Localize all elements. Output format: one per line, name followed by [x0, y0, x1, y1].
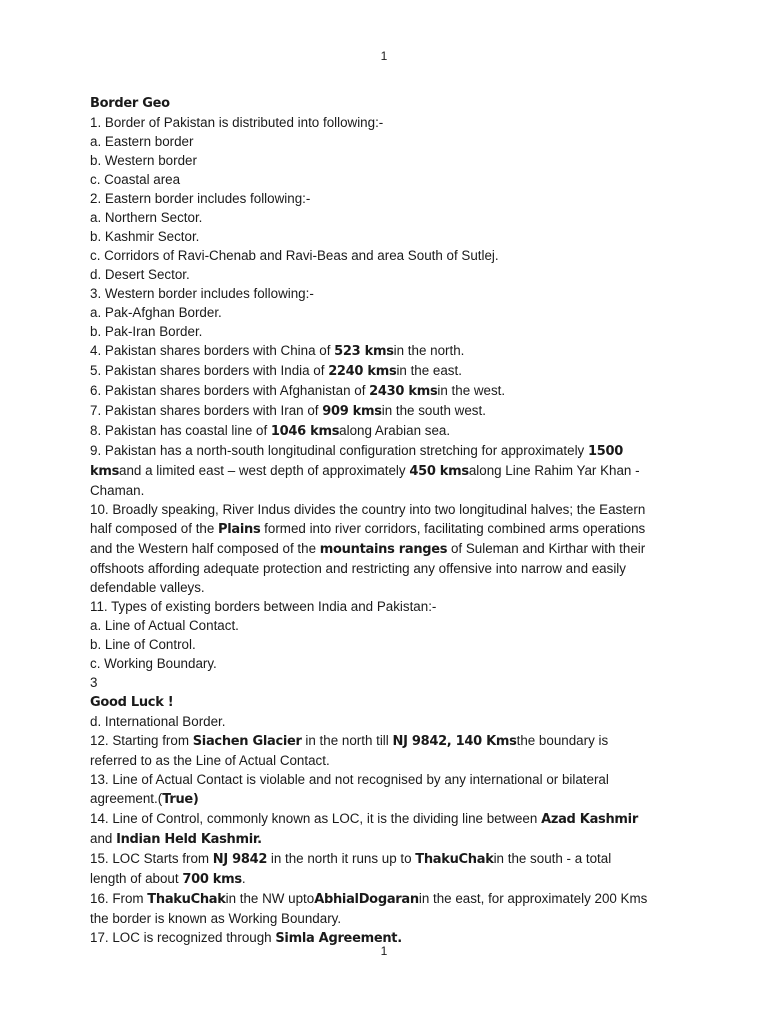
- page-number-top: 1: [380, 49, 388, 63]
- text-run: in the east, for approximately 200 Kms the border is known as Working Boundary.: [90, 891, 648, 926]
- text-run: b. Kashmir Sector.: [90, 229, 200, 244]
- text-line: [90, 341, 650, 361]
- text-line: [90, 849, 650, 889]
- text-line: [90, 597, 650, 616]
- text-run: and: [90, 831, 117, 846]
- text-line: [90, 170, 650, 189]
- bold-text: 700 kms: [182, 872, 242, 887]
- text-run: in the NW upto: [225, 891, 315, 906]
- text-run: 16. From: [90, 891, 148, 906]
- text-line: [90, 303, 650, 322]
- text-run: and a limited east – west depth of approximately: [119, 463, 410, 478]
- bold-text: 909 kms: [322, 404, 382, 419]
- text-line: [90, 654, 650, 673]
- text-line: [90, 421, 650, 441]
- text-run: in the north it runs up to: [267, 851, 416, 866]
- text-line: [90, 441, 650, 500]
- bold-text: 1046 kms: [270, 424, 340, 439]
- bold-text: NJ 9842, 140 Kms: [392, 734, 517, 749]
- text-run: in the east.: [396, 363, 462, 378]
- text-run: in the south west.: [381, 403, 486, 418]
- text-line: [90, 322, 650, 341]
- document-body: [90, 93, 650, 948]
- text-line: [90, 361, 650, 381]
- text-run: the boundary is referred to as the Line of Actual Contact.: [90, 733, 609, 768]
- bold-text: mountains ranges: [319, 542, 448, 557]
- text-line: [90, 151, 650, 170]
- text-run: 2. Eastern border includes following:-: [90, 191, 311, 206]
- bold-text: Border Geo: [90, 96, 170, 111]
- text-line: [90, 246, 650, 265]
- text-run: 4. Pakistan shares borders with China of: [90, 343, 335, 358]
- text-run: along Arabian sea.: [339, 423, 451, 438]
- text-line: [90, 227, 650, 246]
- text-run: of Suleman and Kirthar with their offshoots affording adequate protection and restricting any offensive into narrow and easily defendable valleys.: [90, 541, 646, 595]
- text-run: 10. Broadly speaking, River Indus divides the country into two longitudinal halves; the Eastern half composed of the: [90, 502, 646, 536]
- text-line: [90, 616, 650, 635]
- bold-text: ThakuChak: [415, 852, 494, 867]
- text-run: 9. Pakistan has a north-south longitudinal configuration stretching for approximately: [90, 443, 588, 458]
- text-run: a. Line of Actual Contact.: [90, 618, 239, 633]
- text-line: [90, 284, 650, 303]
- text-run: 17. LOC is recognized through: [90, 930, 276, 945]
- bold-text: True): [162, 792, 199, 807]
- text-line: [90, 809, 650, 849]
- text-line: [90, 132, 650, 151]
- text-line: [90, 113, 650, 132]
- text-run: in the south - a total length of about: [90, 851, 612, 886]
- text-run: b. Pak-Iran Border.: [90, 324, 203, 339]
- bold-text: Plains: [218, 522, 261, 537]
- text-run: 8. Pakistan has coastal line of: [90, 423, 271, 438]
- page-number-bottom: 1: [380, 944, 388, 958]
- text-run: 12. Starting from: [90, 733, 193, 748]
- bold-text: 1500 kms: [90, 444, 623, 479]
- bold-text: Siachen Glacier: [192, 734, 302, 749]
- text-line: [90, 189, 650, 208]
- text-line: [90, 401, 650, 421]
- bold-text: Simla Agreement.: [275, 931, 402, 946]
- text-run: in the west.: [437, 383, 506, 398]
- text-run: b. Western border: [90, 153, 197, 168]
- text-line: [90, 381, 650, 401]
- text-run: d. International Border.: [90, 714, 226, 729]
- text-line: [90, 500, 650, 597]
- text-run: 11. Types of existing borders between India and Pakistan:-: [90, 599, 437, 614]
- bold-text: Good Luck !: [90, 695, 174, 710]
- text-line: [90, 265, 650, 284]
- text-run: 3. Western border includes following:-: [90, 286, 314, 301]
- text-line: [90, 93, 650, 113]
- text-line: [90, 673, 650, 692]
- text-run: b. Line of Control.: [90, 637, 196, 652]
- text-run: in the north.: [393, 343, 465, 358]
- text-run: .: [241, 871, 246, 886]
- text-run: 5. Pakistan shares borders with India of: [90, 363, 329, 378]
- text-run: c. Corridors of Ravi-Chenab and Ravi-Beas and area South of Sutlej.: [90, 248, 499, 263]
- text-run: 14. Line of Control, commonly known as LOC, it is the dividing line between: [90, 811, 542, 826]
- text-line: [90, 635, 650, 654]
- bold-text: Azad Kashmir: [541, 812, 638, 827]
- text-line: [90, 731, 650, 770]
- text-run: in the north till: [301, 733, 393, 748]
- bold-text: 450 kms: [409, 464, 469, 479]
- text-run: c. Working Boundary.: [90, 656, 217, 671]
- bold-text: AbhialDogaran: [314, 892, 419, 907]
- text-line: [90, 208, 650, 227]
- text-run: 6. Pakistan shares borders with Afghanistan of: [90, 383, 370, 398]
- text-run: d. Desert Sector.: [90, 267, 190, 282]
- text-run: a. Eastern border: [90, 134, 194, 149]
- text-run: 15. LOC Starts from: [90, 851, 213, 866]
- text-run: along Line Rahim Yar Khan - Chaman.: [90, 463, 640, 498]
- text-run: 3: [90, 675, 98, 690]
- bold-text: 2240 kms: [328, 364, 397, 379]
- text-run: 7. Pakistan shares borders with Iran of: [90, 403, 323, 418]
- text-line: [90, 889, 650, 928]
- text-run: 13. Line of Actual Contact is violable and not recognised by any international or bilateral agreement.(: [90, 772, 609, 806]
- bold-text: Indian Held Kashmir.: [116, 832, 262, 847]
- text-run: a. Northern Sector.: [90, 210, 203, 225]
- text-line: [90, 692, 650, 712]
- bold-text: 523 kms: [334, 344, 394, 359]
- bold-text: NJ 9842: [212, 852, 268, 867]
- text-run: formed into river corridors, facilitating combined arms operations and the Western half composed of the: [90, 521, 646, 556]
- bold-text: 2430 kms: [369, 384, 438, 399]
- bold-text: ThakuChak: [147, 892, 226, 907]
- text-line: [90, 770, 650, 809]
- text-run: c. Coastal area: [90, 172, 181, 187]
- text-run: 1. Border of Pakistan is distributed into following:-: [90, 115, 384, 130]
- text-run: a. Pak-Afghan Border.: [90, 305, 222, 320]
- text-line: [90, 712, 650, 731]
